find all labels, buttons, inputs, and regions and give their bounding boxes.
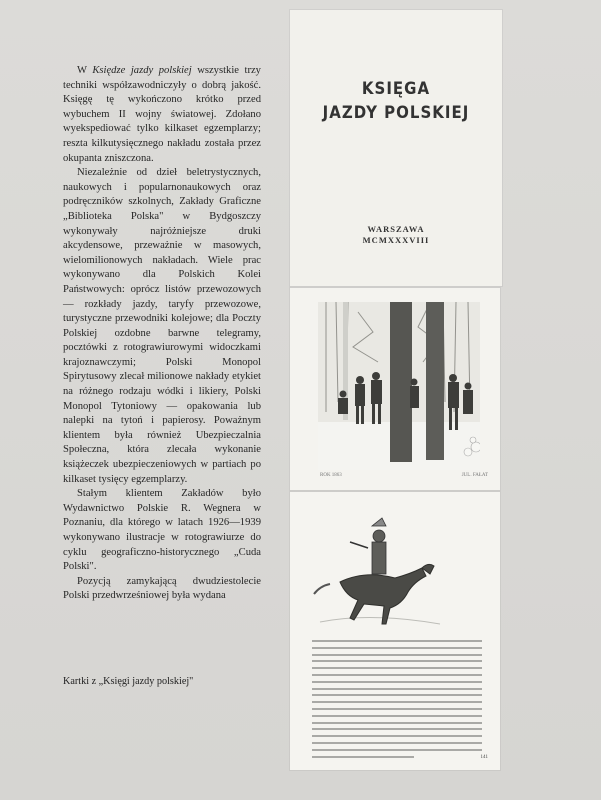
cover-year: MCMXXXVIII (362, 235, 430, 245)
book-title-italic: Księdze jazdy polskiej (92, 65, 192, 76)
cover-title-line-1: KSIĘGA (361, 78, 431, 99)
paragraph-1-lead: W (77, 65, 93, 76)
paragraph-2: Niezależnie od dzieł beletrystycznych, naukowych i popularnonaukowych oraz podręczników szkolnych, Zakłady Graficzne „Biblioteka Polska" w Bydgoszczy wykonywały najróżniejsze druki akcydensowe, przeważnie w masowych, wielomilionowych nakładach. Wiele prac wykonywano dla Polskich Kolei Państwowych: oprócz listów przewozowych — rozkłady jazdy, taryfy przewozowe, turystyczne przewodniki kolejowe; dla Poczty Polskiej ozdobne barwne telegramy, pocztówki z rotograwiurowymi widoczkami krajoznawczymi; Polski Monopol Spirytusowy zlecał milionowe nakłady etykiet na różnego rodzaju wódki i likiery, Polski Monopol Tytoniowy — opakowania lub nalepki na tytoń i papierosy. Poważnym klientem była również Ubezpieczalnia Społeczna, która zlecała wykonanie książeczek ubezpieczeniowych w partiach po kilkaset tysięcy egzemplarzy. (63, 167, 261, 485)
forest-caption-left: ROK 1863 (320, 473, 342, 478)
figure-caption: Kartki z „Księgi jazdy polskiej" (63, 676, 194, 687)
paragraph-1 (63, 64, 261, 166)
paragraph-3: Stałym klientem Zakładów było Wydawnictwo Polskie R. Wegnera w Poznaniu, dla którego w latach 1926—1939 wykonywano ilustracje w rotograwiurze do cyklu geograficzno-historycznego „Cuda Polski". (63, 488, 261, 573)
book-cover-image (290, 10, 502, 286)
page-number: 141 (480, 755, 488, 760)
cover-title-line-2: JAZDY POLSKIEJ (322, 102, 470, 123)
cover-place: WARSZAWA (367, 224, 425, 234)
cover-imprint (290, 224, 502, 246)
paragraph-1-rest: wszystkie trzy techniki współzawodniczyły o dobrą jakość. Księgę tę wykończono krótko przed wybuchem II wojny światowej. Zdołano wyekspediować tylko kilkaset egzemplarzy; reszta kilkutysięcznego nakładu została przez okupanta zniszczona. (63, 65, 261, 164)
body-text-column (63, 64, 261, 604)
forest-battle-illustration (290, 288, 500, 490)
page-text-block (312, 640, 482, 762)
paragraph-4: Pozycją zamykającą dwudziestolecie Polski przedwrześniowej była wydana (63, 575, 261, 602)
rider-page-illustration (290, 492, 500, 770)
forest-scene-drawing (318, 302, 480, 470)
cavalry-rider-drawing (310, 512, 450, 634)
forest-caption-right: JUL. FAŁAT (461, 473, 488, 478)
cover-title (290, 77, 502, 125)
